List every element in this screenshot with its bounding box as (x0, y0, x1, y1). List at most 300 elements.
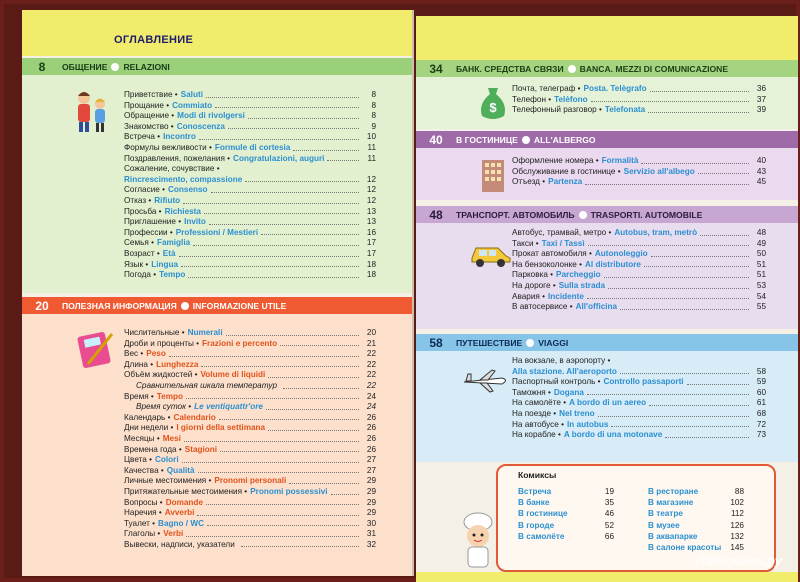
entry-ru: Телефон • (512, 94, 552, 104)
comics-title-text: Встреча (518, 487, 552, 496)
comics-title-text: В аквапарке (648, 531, 698, 541)
entry-page: 11 (367, 153, 376, 163)
entry-page: 53 (756, 280, 766, 290)
entry-page: 29 (366, 476, 376, 486)
dot-leader (207, 519, 359, 527)
toc-entry[interactable] (512, 167, 766, 178)
entry-page: 72 (756, 419, 766, 429)
comics-title-text: В самолёте (518, 531, 565, 541)
toc-list-relazioni (124, 90, 376, 281)
entry-page: 20 (366, 328, 376, 337)
entry-ru: Формулы вежливости • (124, 142, 212, 152)
bullet-icon (522, 136, 530, 144)
dot-leader (204, 207, 359, 215)
airplane-icon (462, 368, 510, 396)
dot-leader (266, 402, 359, 410)
comics-entry[interactable] (648, 531, 744, 542)
dot-leader (648, 105, 749, 113)
entry-page: 12 (366, 174, 376, 184)
entry-page: 22 (366, 380, 376, 390)
entry-page: 43 (756, 166, 766, 176)
comics-entry[interactable] (518, 497, 614, 508)
dot-leader (588, 239, 749, 247)
entry-ru: Поздравления, пожелания • (124, 153, 231, 163)
toc-list-informazione (124, 328, 376, 550)
dot-leader (206, 498, 359, 506)
section-ru: БАНК. СРЕДСТВА СВЯЗИ (456, 63, 564, 74)
comics-page: 145 (730, 542, 744, 552)
toc-entry[interactable] (124, 185, 376, 196)
entry-page: 45 (756, 177, 766, 187)
entry-ru: Вес • (124, 349, 144, 359)
dot-leader (611, 420, 749, 428)
toc-entry[interactable] (124, 445, 376, 456)
section-number: 8 (38, 59, 46, 74)
dot-leader (261, 228, 359, 236)
entry-page: 26 (366, 423, 376, 433)
entry-page (752, 356, 766, 367)
entry-ru: Притяжательные местоимения • (124, 486, 248, 496)
entry-it: Formule di cortesia (214, 142, 291, 152)
page-title: ОГЛАВЛЕНИЕ (114, 34, 194, 46)
toc-entry[interactable] (124, 132, 376, 143)
dot-leader (651, 249, 749, 257)
entry-it: Modi di rivolgersi (177, 111, 245, 121)
toc-entry[interactable] (124, 455, 376, 466)
entry-it: Peso (146, 349, 166, 359)
dot-leader (245, 175, 359, 183)
entry-it: Telefonata (604, 105, 646, 115)
dot-leader (199, 132, 359, 140)
dot-leader (206, 90, 359, 98)
comics-entry[interactable] (518, 508, 614, 519)
comics-title-text: В магазине (648, 498, 694, 508)
entry-ru: Сравнительная шкала температур (136, 380, 278, 390)
entry-ru: Профессии • (124, 227, 173, 237)
comics-page: 66 (604, 531, 614, 541)
entry-page: 10 (366, 132, 376, 142)
entry-it: Formalità (601, 156, 639, 165)
entry-it: Famiglia (156, 238, 191, 248)
entry-it: Mesi (162, 433, 181, 443)
entry-page: 30 (366, 518, 376, 528)
entry-it: Commiato (172, 100, 213, 110)
entry-page: 27 (366, 455, 376, 465)
toc-entry[interactable] (124, 540, 376, 551)
toc-entry[interactable] (124, 217, 376, 228)
toc-list-viaggi (512, 356, 766, 441)
entry-ru: Почта, телеграф • (512, 84, 581, 93)
bullet-icon (579, 211, 587, 219)
entry-ru: Знакомство • (124, 121, 174, 131)
comics-title-text: В ресторане (648, 487, 699, 496)
toc-entry[interactable] (124, 207, 376, 218)
entry-it: Telèfono (554, 94, 588, 104)
entry-ru: Таможня • (512, 387, 551, 397)
toc-entry[interactable] (512, 409, 766, 420)
comics-page: 35 (604, 498, 614, 508)
section-ru: В ГОСТИНИЦЕ (456, 134, 518, 145)
toc-entry[interactable] (512, 302, 766, 313)
entry-it: Tempo (159, 270, 186, 280)
entry-it: Tempo (156, 391, 184, 401)
dot-leader (188, 270, 359, 278)
comics-entry[interactable] (648, 542, 744, 553)
entry-ru: Обслуживание в гостинице • (512, 166, 621, 176)
toc-entry[interactable] (124, 498, 376, 509)
entry-it: Lunghezza (156, 359, 199, 369)
entry-ru: Наречия • (124, 508, 162, 518)
dot-leader (183, 196, 359, 204)
calculator-icon (74, 328, 118, 374)
entry-it: Nel treno (559, 408, 595, 418)
comics-page: 132 (730, 531, 744, 541)
toc-entry[interactable] (124, 175, 376, 186)
entry-page: 9 (371, 121, 376, 131)
section-ru: ПУТЕШЕСТВИЕ (456, 337, 523, 348)
entry-page: 29 (366, 497, 376, 507)
entry-page: 54 (756, 291, 766, 301)
toc-entry[interactable] (512, 260, 766, 271)
section-header-viaggi (416, 334, 798, 351)
dot-leader (228, 122, 359, 130)
toc-entry[interactable] (124, 328, 376, 339)
entry-it: Età (162, 248, 176, 258)
section-header-informazione (22, 297, 412, 314)
entry-ru: Месяцы • (124, 433, 160, 443)
dot-leader (241, 540, 359, 548)
toc-entry[interactable] (512, 367, 766, 378)
toc-entry[interactable] (512, 84, 766, 95)
entry-it: Partenza (548, 177, 583, 187)
entry-ru: Возраст • (124, 248, 160, 258)
toc-entry[interactable] (124, 381, 376, 392)
comics-title-text: В театре (648, 509, 683, 519)
hotel-building-icon (478, 154, 508, 196)
toc-entry[interactable] (124, 196, 376, 207)
toc-entry[interactable] (124, 339, 376, 350)
comics-entry[interactable] (648, 520, 744, 531)
entry-ru: Времена года • (124, 444, 182, 454)
comics-title-text: В салоне красоты (648, 542, 722, 552)
toc-entry[interactable] (512, 388, 766, 399)
comics-entry[interactable] (648, 486, 744, 497)
toc-entry[interactable] (512, 430, 766, 441)
toc-entry[interactable] (512, 177, 766, 188)
bullet-icon (111, 63, 119, 71)
dot-leader (700, 228, 749, 236)
entry-ru: Дроби и проценты • (124, 338, 200, 348)
toc-entry[interactable] (124, 519, 376, 530)
comics-page: 46 (604, 509, 614, 519)
entry-it: Qualità (166, 465, 195, 475)
dot-leader (587, 388, 749, 396)
entry-ru: Такси • (512, 238, 539, 248)
entry-it: Sulla strada (558, 280, 606, 290)
entry-ru: Встреча • (124, 132, 161, 142)
dot-leader (293, 143, 359, 151)
toc-entry[interactable] (512, 249, 766, 260)
section-header-relazioni (22, 58, 412, 75)
entry-ru: В автосервисе • (512, 302, 573, 312)
toc-entry[interactable] (124, 249, 376, 260)
toc-entry[interactable] (124, 270, 376, 281)
comics-page: 112 (730, 509, 744, 519)
toc-entry[interactable] (124, 508, 376, 519)
entry-ru: Согласие • (124, 185, 165, 195)
entry-page: 22 (366, 349, 376, 359)
toc-entry[interactable] (124, 413, 376, 424)
comics-list-1 (518, 486, 614, 542)
toc-entry[interactable] (512, 356, 766, 367)
entry-ru: Автобус, трамвай, метро • (512, 228, 612, 237)
entry-ru: Время • (124, 391, 154, 401)
toc-entry[interactable] (124, 360, 376, 371)
comics-page: 52 (604, 520, 614, 530)
section-ru: ОБЩЕНИЕ (62, 61, 108, 72)
entry-ru: Паспортный контроль • (512, 377, 601, 387)
entry-ru: Язык • (124, 259, 149, 269)
entry-it: Pronomi possessivi (250, 486, 328, 496)
section-it: RELAZIONI (123, 61, 170, 72)
toc-entry[interactable] (124, 392, 376, 403)
dot-leader (665, 430, 749, 438)
entry-page: 55 (756, 302, 766, 312)
section-ru: ПОЛЕЗНАЯ ИНФОРМАЦИЯ (62, 300, 177, 311)
entry-ru: Вывески, надписи, указатели (124, 539, 235, 549)
entry-page: 61 (756, 398, 766, 408)
toc-entry[interactable] (124, 423, 376, 434)
comics-entry[interactable] (518, 486, 614, 497)
entry-it: Avverbi (164, 508, 195, 518)
section-header-albergo (416, 131, 798, 148)
entry-page: 8 (371, 100, 376, 110)
dot-leader (327, 154, 359, 162)
watermark: Лабиринт.ру (696, 553, 782, 568)
comics-entry[interactable] (648, 508, 744, 519)
toc-entry[interactable] (124, 154, 376, 165)
entry-ru: Дни недели • (124, 423, 174, 433)
entry-it: Volume di liquidi (200, 370, 266, 380)
toc-entry[interactable] (124, 238, 376, 249)
dot-leader (587, 292, 749, 300)
dot-leader (650, 84, 749, 92)
dot-leader (331, 487, 359, 495)
dot-leader (585, 177, 749, 185)
entry-it: Parcheggio (556, 270, 601, 280)
entry-it: Conoscenza (176, 121, 225, 131)
dot-leader (591, 95, 749, 103)
entry-page: 11 (367, 142, 376, 152)
comics-title-text: В музее (648, 520, 680, 530)
toc-entry[interactable] (124, 101, 376, 112)
dot-leader (649, 398, 749, 406)
toc-entry[interactable] (512, 281, 766, 292)
toc-entry[interactable] (124, 143, 376, 154)
entry-it: Calendario (173, 412, 216, 422)
entry-page: 22 (366, 359, 376, 369)
entry-page: 26 (366, 412, 376, 422)
entry-ru: На автобусе • (512, 419, 564, 429)
entry-it: Frazioni e percento (202, 338, 278, 348)
entry-ru: На корабле • (512, 430, 561, 440)
comics-title-text: В гостинице (518, 509, 568, 519)
entry-page: 24 (366, 391, 376, 401)
comics-page: 19 (604, 487, 614, 496)
entry-it: Domande (165, 497, 203, 507)
dot-leader (201, 360, 359, 368)
entry-ru: На вокзале, в аэропорту • (512, 356, 611, 365)
toc-entry[interactable] (512, 270, 766, 281)
entry-page: 17 (366, 238, 376, 248)
entry-it: A bordo di un aereo (569, 398, 647, 408)
entry-it: Rincrescimento, compassione (124, 174, 243, 184)
entry-it: Numerali (187, 328, 223, 337)
section-number: 20 (35, 298, 49, 313)
toc-entry[interactable] (124, 260, 376, 271)
entry-page: 12 (366, 195, 376, 205)
section-it: VIAGGI (538, 337, 569, 348)
toc-entry[interactable] (124, 349, 376, 360)
entry-it: Incontro (163, 132, 196, 142)
toc-entry[interactable] (512, 398, 766, 409)
toc-entry[interactable] (512, 420, 766, 431)
dot-leader (193, 238, 359, 246)
dot-leader (181, 260, 359, 268)
entry-ru: На самолёте • (512, 398, 567, 408)
entry-page: 26 (366, 433, 376, 443)
entry-page: 8 (371, 111, 376, 121)
entry-it: Colori (154, 455, 179, 465)
entry-it: All'officina (575, 302, 618, 312)
toc-entry[interactable] (512, 228, 766, 239)
entry-ru: Длина • (124, 359, 154, 369)
entry-page: 51 (756, 259, 766, 269)
dot-leader (197, 508, 359, 516)
toc-entry[interactable] (512, 292, 766, 303)
dot-leader (608, 281, 749, 289)
money-bag-icon (478, 82, 508, 124)
comics-title-text: В городе (518, 520, 555, 530)
entry-it: Taxi / Tassì (541, 238, 585, 248)
section-it: BANCA. MEZZI DI COMUNICAZIONE (579, 63, 729, 74)
entry-page: 16 (366, 227, 376, 237)
entry-it: A bordo di una motonave (563, 430, 663, 440)
comics-entry[interactable] (518, 531, 614, 542)
comics-title: Комиксы (518, 470, 557, 480)
entry-page: 17 (366, 248, 376, 258)
svg-text:$: $ (489, 100, 497, 115)
toc-entry[interactable] (124, 164, 376, 175)
entry-it: I giorni della settimana (176, 423, 266, 433)
toc-entry[interactable] (124, 90, 376, 101)
section-header-trasporti (416, 206, 798, 223)
entry-it: Controllo passaporti (603, 377, 684, 387)
toc-entry[interactable] (124, 370, 376, 381)
entry-page (362, 164, 376, 175)
toc-entry[interactable] (124, 228, 376, 239)
entry-page: 58 (756, 366, 766, 376)
entry-ru: Глаголы • (124, 529, 161, 539)
toc-entry[interactable] (512, 377, 766, 388)
toc-entry[interactable] (512, 95, 766, 106)
entry-it: Alla stazione. All'aeroporto (512, 366, 617, 376)
toc-entry[interactable] (124, 434, 376, 445)
entry-page: 29 (366, 486, 376, 496)
entry-ru: Объём жидкостей • (124, 370, 198, 380)
toc-entry[interactable] (512, 156, 766, 167)
toc-entry[interactable] (124, 476, 376, 487)
entry-ru: На дороге • (512, 280, 556, 290)
entry-ru: Время суток • (136, 402, 192, 412)
dot-leader (220, 445, 359, 453)
entry-page: 12 (366, 185, 376, 195)
dot-leader (179, 249, 359, 257)
entry-page: 13 (366, 217, 376, 227)
dot-leader (289, 476, 359, 484)
toc-entry[interactable] (124, 487, 376, 498)
entry-it: Incidente (547, 291, 584, 301)
section-number: 58 (429, 335, 443, 350)
entry-ru: Прокат автомобиля • (512, 249, 592, 259)
section-number: 48 (429, 207, 443, 222)
entry-it: Invito (184, 217, 206, 227)
comics-page: 126 (730, 520, 744, 530)
toc-entry[interactable] (124, 402, 376, 413)
dot-leader (211, 185, 359, 193)
dot-leader (169, 349, 359, 357)
dot-leader (186, 529, 359, 537)
toc-entry[interactable] (124, 529, 376, 540)
entry-page: 50 (756, 249, 766, 259)
car-icon (468, 238, 512, 270)
comics-page: 88 (734, 487, 744, 496)
toc-entry[interactable] (512, 239, 766, 250)
comics-entry[interactable] (518, 520, 614, 531)
entry-page: 60 (756, 387, 766, 397)
entry-ru: Сожаление, сочувствие • (124, 164, 220, 174)
dot-leader (268, 423, 359, 431)
toc-list-trasporti (512, 228, 766, 313)
toc-entry[interactable] (124, 466, 376, 477)
entry-it: Autonoleggio (594, 249, 648, 259)
entry-page: 39 (756, 105, 766, 115)
entry-ru: Погода • (124, 270, 157, 280)
entry-it: Le ventiquattr'ore (194, 402, 263, 412)
entry-it: Pronomi personali (214, 476, 287, 486)
toc-entry[interactable] (124, 111, 376, 122)
book-spread (4, 4, 796, 578)
dot-leader (226, 328, 359, 336)
entry-page: 31 (366, 529, 376, 539)
bullet-icon (568, 65, 576, 73)
comics-list-2 (648, 486, 744, 553)
section-number: 34 (429, 61, 443, 76)
comics-title-text: В банке (518, 498, 550, 508)
dot-leader (687, 377, 749, 385)
entry-it: Verbi (163, 529, 184, 539)
entry-ru: На поезде • (512, 408, 557, 418)
entry-it: Bagno / WC (158, 518, 204, 528)
toc-entry[interactable] (512, 105, 766, 116)
entry-page: 36 (756, 84, 766, 93)
entry-page: 29 (366, 508, 376, 518)
entry-page: 21 (366, 338, 376, 348)
comics-entry[interactable] (648, 497, 744, 508)
toc-entry[interactable] (124, 122, 376, 133)
top-band (22, 10, 412, 56)
dot-leader (698, 167, 749, 175)
